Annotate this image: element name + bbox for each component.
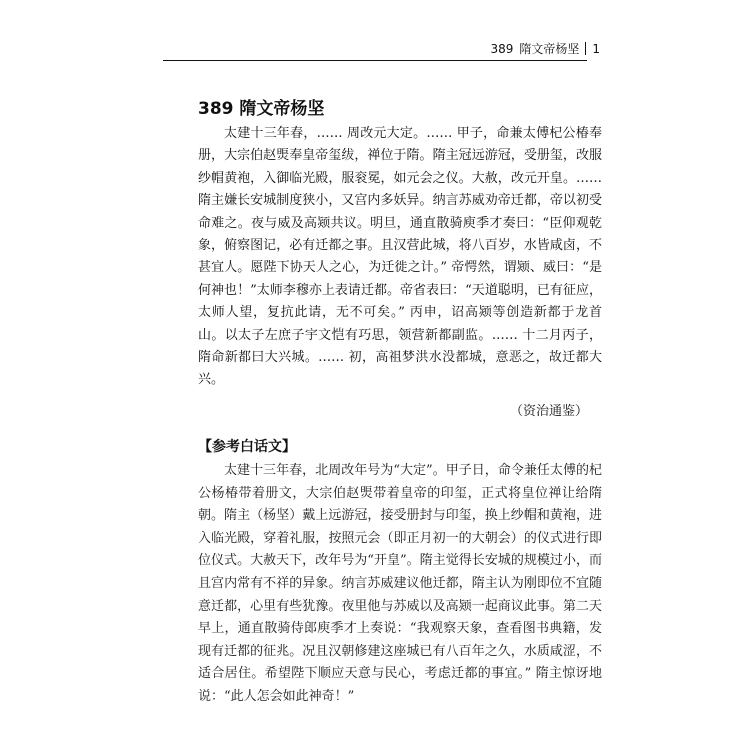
source-citation: （资治通鉴） [509,404,588,419]
running-head-separator [585,42,586,55]
reference-heading: 【参考白话文】 [198,439,296,455]
running-head-chapter-title: 隋文帝杨坚 [519,42,580,56]
running-head [490,40,600,57]
classical-text-paragraph: 太建十三年春，…… 周改元大定。…… 甲子，命兼太傅杞公椿奉册，大宗伯赵煚奉皇帝玺绂，禅位于隋。隋主冠远游冠，受册玺，改服纱帽黄袍，入御临光殿，服衮冕，如元会之仪。大赦，改元开皇。…… 隋主嫌长安城制度狭小，又宫内多妖异。纳言苏威劝帝迁都，帝以初受命难之。夜与威及高颎共议。明旦，通直散骑庾季才奏曰：“臣仰观乾象，俯察图记，必有迁都之事。且汉营此城，将八百岁，水皆咸卤，不甚宜人。愿陛下协天人之心，为迁徙之计。” 帝愕然，谓颎、威曰：“是何神也！”太师李穆亦上表请迁都。帝省表曰：“天道聪明，已有征应，太师人望，复抗此请，无不可矣。” 丙申，诏高颎等创造新都于龙首山。以太子左庶子宇文恺有巧思，领营新都副监。…… 十二月丙子，隋命新都曰大兴城。…… 初，高祖梦洪水没都城，意恶之，故迁都大兴。 [198,126,602,388]
page-number: 1 [592,41,600,56]
running-head-chapter-number: 389 [490,41,514,56]
article-title: 389 隋文帝杨坚 [198,99,325,119]
modern-translation-paragraph: 太建十三年春，北周改年号为“大定”。甲子日，命令兼任太傅的杞公杨椿带着册文，大宗伯赵煚带着皇帝的印玺，正式将皇位禅让给隋朝。隋主（杨坚）戴上远游冠，接受册封与印玺，换上纱帽和黄袍，进入临光殿，穿着礼服，按照元会（即正月初一的大朝会）的仪式进行即位仪式。大赦天下，改年号为“开皇”。隋主觉得长安城的规模过小，而且宫内常有不祥的异象。纳言苏威建议他迁都，隋主认为刚即位不宜随意迁都，心里有些犹豫。夜里他与苏威以及高颎一起商议此事。第二天早上，通直散骑侍郎庾季才上奏说：“我观察天象，查看图书典籍，发现有迁都的征兆。况且汉朝修建这座城已有八百年之久，水质咸涩，不适合居住。希望陛下顺应天意与民心，考虑迁都的事宜。” 隋主惊讶地说：“此人怎会如此神奇！” [198,463,602,704]
header-rule [163,60,587,61]
